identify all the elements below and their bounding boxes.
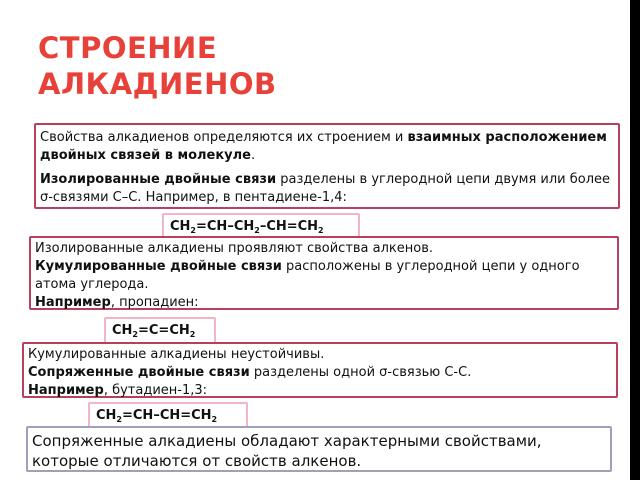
formula2-sub1: 2 bbox=[132, 330, 138, 339]
cumulated-example-text: , пропадиен: bbox=[110, 295, 199, 310]
formula3-part1: CH bbox=[96, 408, 117, 423]
formula1-part2: =CH–CH bbox=[196, 219, 255, 234]
slide-title bbox=[38, 30, 558, 102]
formula2-part2: =C=CH bbox=[138, 323, 190, 338]
conjugated-line-3 bbox=[28, 382, 612, 400]
text-box-conclusion bbox=[26, 426, 612, 472]
formula3-part2: =CH–CH=CH bbox=[122, 408, 212, 423]
cumulated-line-3 bbox=[35, 294, 613, 312]
isolated-bold: Изолированные двойные связи bbox=[40, 172, 277, 187]
formula1-sub1: 2 bbox=[190, 226, 196, 235]
cumulated-bold: Кумулированные двойные связи bbox=[35, 259, 282, 274]
conjugated-text: разделены одной σ-связью С-С. bbox=[249, 365, 472, 380]
intro-end: . bbox=[250, 148, 256, 163]
conclusion-text: Сопряженные алкадиены обладают характерными свойствами, которые отличаются от свойств алкенов. bbox=[32, 432, 542, 470]
cumulated-line-2 bbox=[35, 258, 613, 294]
conjugated-example-bold: Например bbox=[28, 383, 104, 398]
conjugated-line-2 bbox=[28, 364, 612, 382]
intro-bold: взаимных расположением двойных связей в молекуле bbox=[40, 130, 607, 163]
conjugated-line-1: Кумулированные алкадиены неустойчивы. bbox=[28, 347, 325, 362]
text-box-intro bbox=[34, 123, 620, 209]
formula1-sub2: 2 bbox=[254, 226, 260, 235]
cumulated-text: расположены в углеродной цепи у одного атома углерода. bbox=[35, 259, 580, 292]
formula1-part1: CH bbox=[170, 219, 191, 234]
formula2-part1: CH bbox=[112, 323, 133, 338]
isolated-paragraph bbox=[40, 171, 614, 207]
right-edge-bar bbox=[630, 0, 640, 480]
title-line-1: СТРОЕНИЕ bbox=[38, 31, 218, 65]
text-box-cumulated bbox=[29, 236, 619, 310]
formula-propadiene bbox=[104, 317, 216, 345]
intro-text: Свойства алкадиенов определяются их строением и bbox=[40, 130, 408, 145]
conjugated-example-text: , бутадиен-1,3: bbox=[103, 383, 208, 398]
text-box-conjugated bbox=[22, 342, 618, 398]
formula2-sub2: 2 bbox=[189, 330, 196, 339]
conjugated-bold: Сопряженные двойные связи bbox=[28, 365, 250, 380]
formula1-part3: –CH=CH bbox=[259, 219, 319, 234]
cumulated-example-bold: Например bbox=[35, 295, 111, 310]
isolated-text: разделены в углеродной цепи двумя или более σ-связями С–С. Например, в пентадиене-1,4: bbox=[40, 172, 611, 205]
intro-paragraph bbox=[40, 129, 614, 165]
formula3-sub2: 2 bbox=[211, 415, 218, 424]
title-line-2: АЛКАДИЕНОВ bbox=[38, 67, 277, 101]
formula1-sub3: 2 bbox=[318, 226, 324, 235]
cumulated-line-1: Изолированные алкадиены проявляют свойства алкенов. bbox=[35, 241, 434, 256]
formula3-sub1: 2 bbox=[116, 415, 122, 424]
